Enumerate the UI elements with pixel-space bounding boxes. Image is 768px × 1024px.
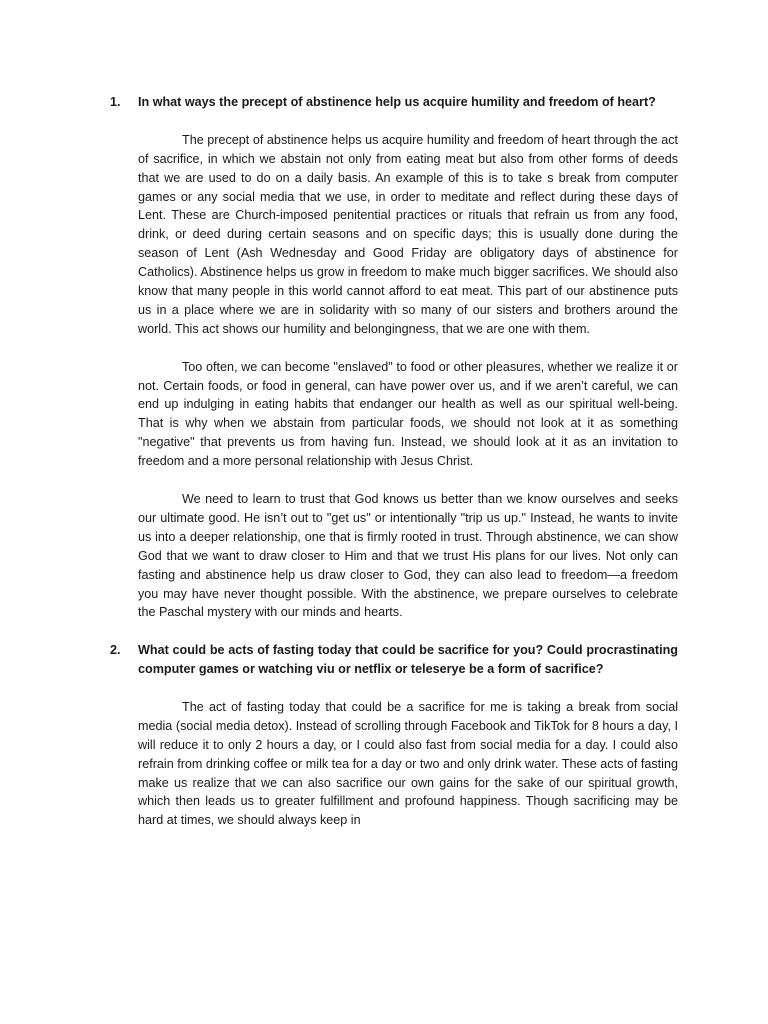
spacer <box>110 112 678 131</box>
question-number: 2. <box>110 643 121 658</box>
question-1 <box>110 93 678 112</box>
spacer <box>110 679 678 698</box>
answer-paragraph: We need to learn to trust that God knows us better than we know ourselves and seeks our ultimate good. He isn’t out to "get us" or intentionally "trip us up." Instead, he wants to invite us into a deeper relationship, one that is firmly rooted in trust. Through abstinence, we can show God that we want to draw closer to Him and that we trust His plans for our lives. Not only can fasting and abstinence help us draw closer to God, they can also lead to freedom—a freedom you may have never thought possible. With the abstinence, we prepare ourselves to celebrate the Paschal mystery with our minds and hearts. <box>138 491 678 620</box>
document-body <box>110 93 678 830</box>
question-number: 1. <box>110 95 121 109</box>
answer-paragraph: Too often, we can become "enslaved" to food or other pleasures, whether we realize it or not. Certain foods, or food in general, can have power over us, and if we aren’t careful, we can end up indulging in eating habits that endanger our health as well as our spiritual well-being. That is why when we abstain from particular foods, we should not look at it as something "negative" that prevents us from having fun. Instead, we should look at it as an invitation to freedom and a more personal relationship with Jesus Christ. <box>138 359 678 469</box>
answer-1 <box>110 131 678 623</box>
spacer <box>138 471 678 490</box>
answer-paragraph: The precept of abstinence helps us acquire humility and freedom of heart through the act of sacrifice, in which we abstain not only from eating meat but also from other forms of deeds that we are used to do on a daily basis. An example of this is to take s break from computer games or any social media that we use, in order to meditate and reflect during these days of Lent. These are Church-imposed penitential practices or rituals that refrain us from any food, drink, or deed during certain seasons and on specific days; this is usually done during the season of Lent (Ash Wednesday and Good Friday are obligatory days of abstinence for Catholics). Abstinence helps us grow in freedom to make much bigger sacrifices. We should also know that many people in this world cannot afford to eat meat. This part of our abstinence puts us in a place where we are in solidarity with so many of our sisters and brothers around the world. This act shows our humility and belongingness, that we are one with them. <box>138 132 678 336</box>
answer-2 <box>110 698 678 830</box>
question-text: In what ways the precept of abstinence help us acquire humility and freedom of heart? <box>138 95 656 109</box>
question-2 <box>110 641 678 679</box>
question-text: What could be acts of fasting today that could be sacrifice for you? Could procrastinating computer games or watching viu or netflix or teleserye be a form of sacrifice? <box>138 643 678 677</box>
spacer <box>138 339 678 358</box>
answer-paragraph: The act of fasting today that could be a sacrifice for me is taking a break from social media (social media detox). Instead of scrolling through Facebook and TikTok for 8 hours a day, I will reduce it to only 2 hours a day, or I could also fast from social media for a day. I could also refrain from drinking coffee or milk tea for a day or two and only drink water. These acts of fasting make us realize that we can also sacrifice our own gains for the sake of our spiritual growth, which then leads us to greater fulfillment and profound happiness. Though sacrificing may be hard at times, we should always keep in <box>138 699 678 828</box>
spacer <box>110 622 678 641</box>
